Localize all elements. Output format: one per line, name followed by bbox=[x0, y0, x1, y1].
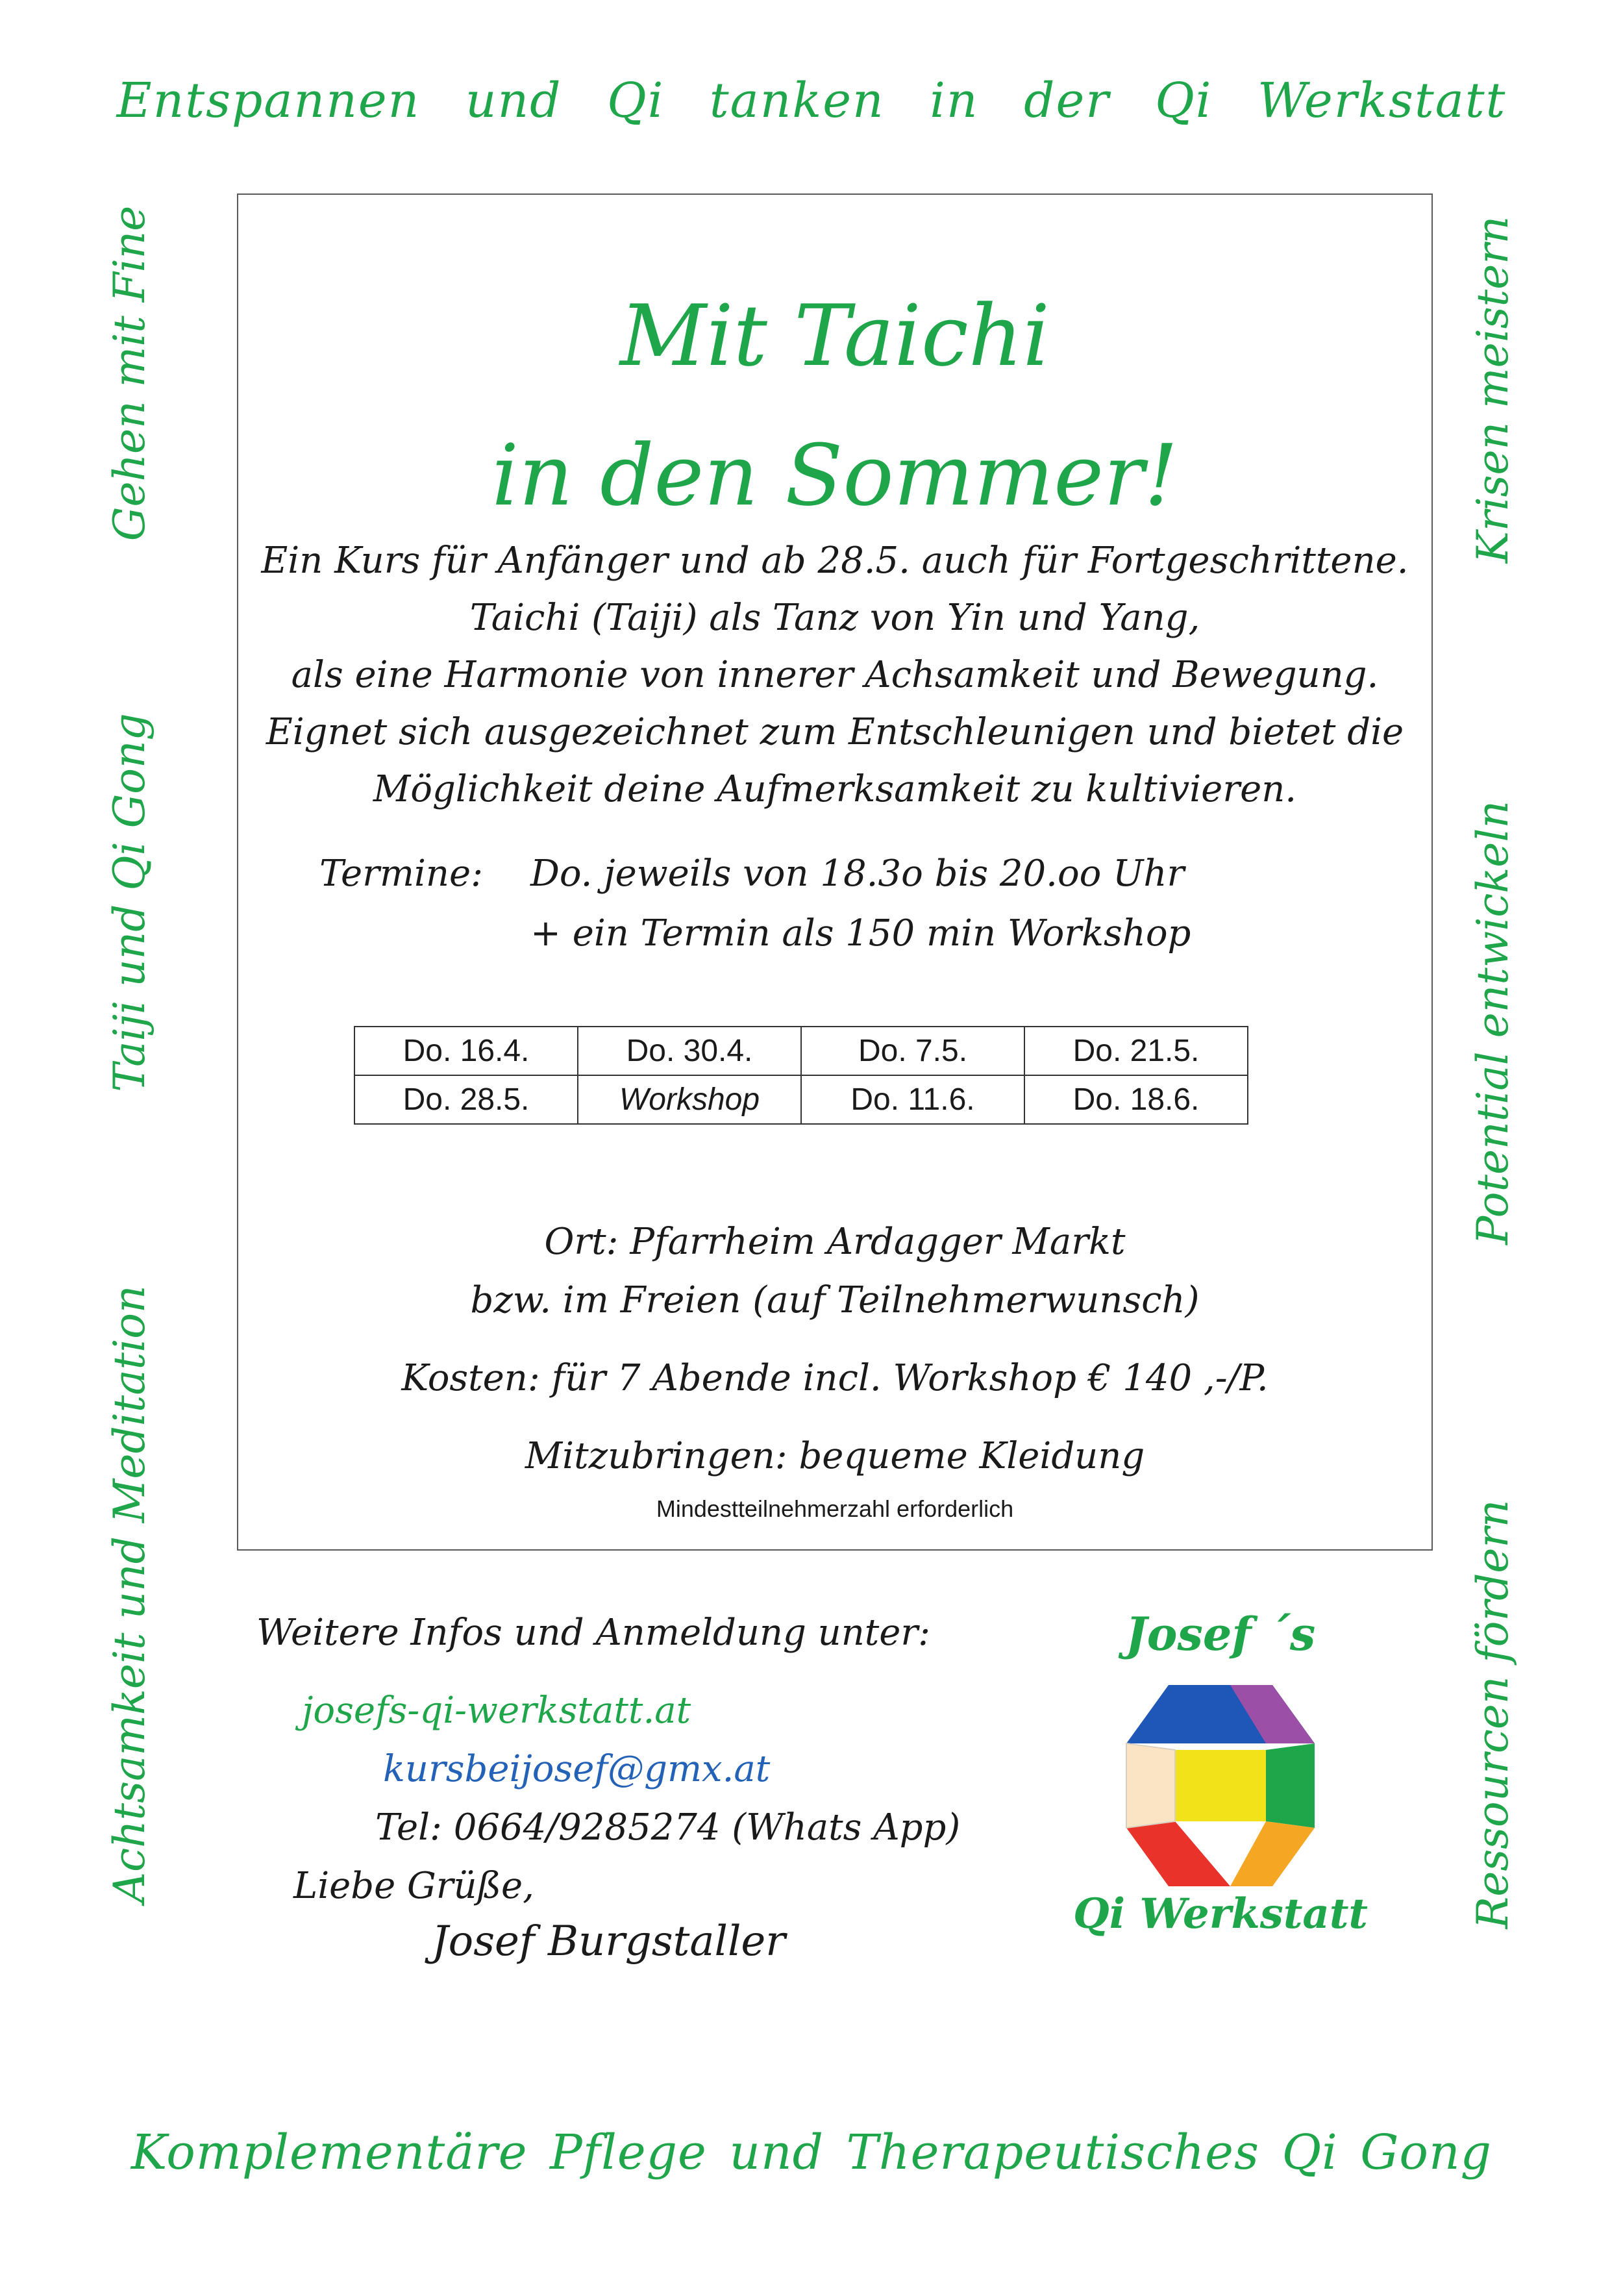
logo-segment-beige bbox=[1126, 1743, 1175, 1828]
side-left-top: Gehen mit Fine bbox=[105, 205, 155, 542]
termine-section bbox=[319, 844, 1191, 964]
date-cell: Do. 18.6. bbox=[1024, 1075, 1248, 1124]
greeting: Liebe Grüße, bbox=[293, 1865, 534, 1907]
termine-line-1: Do. jeweils von 18.3o bis 20.oo Uhr bbox=[530, 853, 1185, 895]
title-line-2: in den Sommer! bbox=[491, 426, 1178, 525]
date-cell: Do. 11.6. bbox=[801, 1075, 1024, 1124]
logo-segment-green bbox=[1266, 1743, 1315, 1828]
logo-top-text: Josef ´s bbox=[1125, 1607, 1316, 1661]
kosten: Kosten: für 7 Abende incl. Workshop € 140 ,-/P. bbox=[401, 1357, 1269, 1399]
hexagon-logo-icon bbox=[1117, 1678, 1324, 1893]
side-right-bottom: Ressourcen fördern bbox=[1468, 1499, 1518, 1929]
side-right-top: Krisen meistern bbox=[1468, 216, 1518, 564]
logo-segment-red bbox=[1126, 1821, 1230, 1886]
logo-bottom-text: Qi Werkstatt bbox=[1073, 1890, 1368, 1938]
dates-table bbox=[354, 1026, 1248, 1125]
date-cell: Do. 16.4. bbox=[354, 1027, 578, 1075]
qi-werkstatt-logo bbox=[1065, 1601, 1376, 1971]
description-line: Ein Kurs für Anfänger und ab 28.5. auch für Fortgeschrittene. bbox=[261, 540, 1409, 582]
email-link[interactable]: kursbeijosef@gmx.at bbox=[383, 1748, 771, 1790]
description-line: als eine Harmonie von innerer Achsamkeit und Bewegung. bbox=[291, 654, 1379, 696]
logo-segment-yellow bbox=[1175, 1750, 1266, 1821]
phone: Tel: 0664/9285274 (Whats App) bbox=[375, 1806, 961, 1849]
description-line: Taichi (Taiji) als Tanz von Yin und Yang, bbox=[469, 597, 1200, 639]
termine-line-2: + ein Termin als 150 min Workshop bbox=[530, 912, 1191, 955]
ort-line-2: bzw. im Freien (auf Teilnehmerwunsch) bbox=[470, 1279, 1200, 1321]
ort-line-1: Ort: Pfarrheim Ardagger Markt bbox=[544, 1221, 1126, 1263]
date-cell: Do. 30.4. bbox=[578, 1027, 801, 1075]
termine-label: Termine: bbox=[319, 853, 483, 895]
course-description bbox=[238, 532, 1431, 818]
table-row bbox=[354, 1027, 1248, 1075]
description-line: Möglichkeit deine Aufmerksamkeit zu kultivieren. bbox=[373, 768, 1297, 810]
signature: Josef Burgstaller bbox=[432, 1917, 786, 1965]
contact-intro: Weitere Infos und Anmeldung unter: bbox=[256, 1612, 931, 1654]
title-line-1: Mit Taichi bbox=[619, 286, 1050, 385]
date-cell: Do. 28.5. bbox=[354, 1075, 578, 1124]
table-row bbox=[354, 1075, 1248, 1124]
mitzubringen: Mitzubringen: bequeme Kleidung bbox=[525, 1435, 1145, 1477]
side-left-middle: Taiji und Qi Gong bbox=[105, 713, 155, 1092]
description-line: Eignet sich ausgezeichnet zum Entschleunigen und bietet die bbox=[266, 711, 1404, 753]
side-left-bottom: Achtsamkeit und Meditation bbox=[105, 1285, 155, 1903]
top-banner: Entspannen und Qi tanken in der Qi Werkstatt bbox=[116, 73, 1507, 129]
website-link[interactable]: josefs-qi-werkstatt.at bbox=[302, 1690, 691, 1732]
logo-segment-orange bbox=[1230, 1821, 1315, 1886]
date-cell: Do. 7.5. bbox=[801, 1027, 1024, 1075]
side-right-middle: Potential entwickeln bbox=[1468, 801, 1518, 1245]
flyer-title bbox=[238, 266, 1431, 545]
bottom-banner: Komplementäre Pflege und Therapeutisches Qi Gong bbox=[131, 2125, 1492, 2180]
date-cell: Do. 21.5. bbox=[1024, 1027, 1248, 1075]
workshop-cell: Workshop bbox=[578, 1075, 801, 1124]
min-participants-note: Mindestteilnehmerzahl erforderlich bbox=[656, 1495, 1014, 1522]
flyer-box bbox=[237, 193, 1433, 1551]
